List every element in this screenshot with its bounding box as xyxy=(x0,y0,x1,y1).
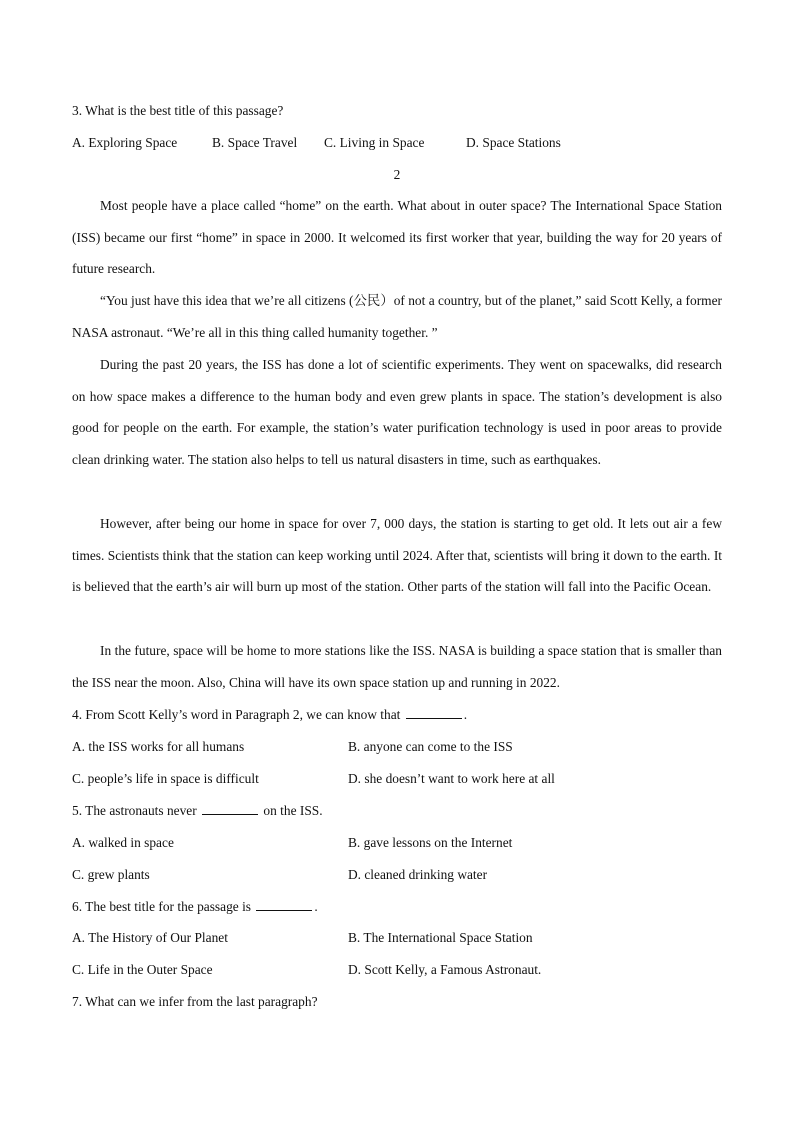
answer-blank xyxy=(256,898,312,911)
q6-text: 6. The best title for the passage is xyxy=(72,899,251,914)
question-3: 3. What is the best title of this passage? xyxy=(72,103,284,118)
q5-option-c: C. grew plants xyxy=(72,867,150,882)
q6-option-d: D. Scott Kelly, a Famous Astronaut. xyxy=(348,962,542,977)
q6-option-c: C. Life in the Outer Space xyxy=(72,962,213,977)
q5-option-d: D. cleaned drinking water xyxy=(348,867,488,882)
q4-text: 4. From Scott Kelly’s word in Paragraph 2, we can know that xyxy=(72,707,401,722)
q5-text: 5. The astronauts never xyxy=(72,803,197,818)
q5-option-b: B. gave lessons on the Internet xyxy=(348,835,513,850)
q5-text-end: on the ISS. xyxy=(263,803,323,818)
question-4 xyxy=(72,706,467,724)
q3-option-d: D. Space Stations xyxy=(466,135,561,150)
q4-text-end: . xyxy=(463,707,468,722)
passage-paragraph-3: During the past 20 years, the ISS has done a lot of scientific experiments. They went on spacewalks, did research on how space makes a difference to the human body and even grew plants in space. The station’s development is also good for people on the earth. For example, the station’s water purification technology is used in poor areas to provide clean drinking water. The station also helps to tell us natural disasters in time, such as earthquakes. xyxy=(72,357,722,467)
q3-option-b: B. Space Travel xyxy=(212,135,298,150)
question-6 xyxy=(72,898,318,916)
question-5 xyxy=(72,802,323,820)
q4-option-d: D. she doesn’t want to work here at all xyxy=(348,771,555,786)
passage-paragraph-1: Most people have a place called “home” on the earth. What about in outer space? The International Space Station (ISS) became our first “home” in space in 2000. It welcomed its first worker that year, building the way for 20 years of future research. xyxy=(72,198,722,277)
question-7: 7. What can we infer from the last paragraph? xyxy=(72,994,318,1009)
q5-option-a: A. walked in space xyxy=(72,835,174,850)
passage-paragraph-2: “You just have this idea that we’re all citizens (公民）of not a country, but of the planet,” said Scott Kelly, a former NASA astronaut. “We’re all in this thing called humanity together. ” xyxy=(72,293,722,340)
passage-paragraph-4: However, after being our home in space for over 7, 000 days, the station is starting to get old. It lets out air a few times. Scientists think that the station can keep working until 2024. After that, scientists will bring it down to the earth. It is believed that the earth’s air will burn up most of the station. Other parts of the station will fall into the Pacific Ocean. xyxy=(72,516,722,595)
q3-option-a: A. Exploring Space xyxy=(72,135,178,150)
passage-paragraph-5: In the future, space will be home to more stations like the ISS. NASA is building a space station that is smaller than the ISS near the moon. Also, China will have its own space station up and running in 2022. xyxy=(72,643,722,690)
q6-option-b: B. The International Space Station xyxy=(348,930,533,945)
q4-option-c: C. people’s life in space is difficult xyxy=(72,771,259,786)
q6-option-a: A. The History of Our Planet xyxy=(72,930,228,945)
answer-blank xyxy=(202,802,258,815)
q6-text-end: . xyxy=(314,899,318,914)
q4-option-a: A. the ISS works for all humans xyxy=(72,739,245,754)
q4-option-b: B. anyone can come to the ISS xyxy=(348,739,513,754)
q3-option-c: C. Living in Space xyxy=(324,135,425,150)
answer-blank xyxy=(406,706,462,719)
section-number: 2 xyxy=(393,167,401,182)
